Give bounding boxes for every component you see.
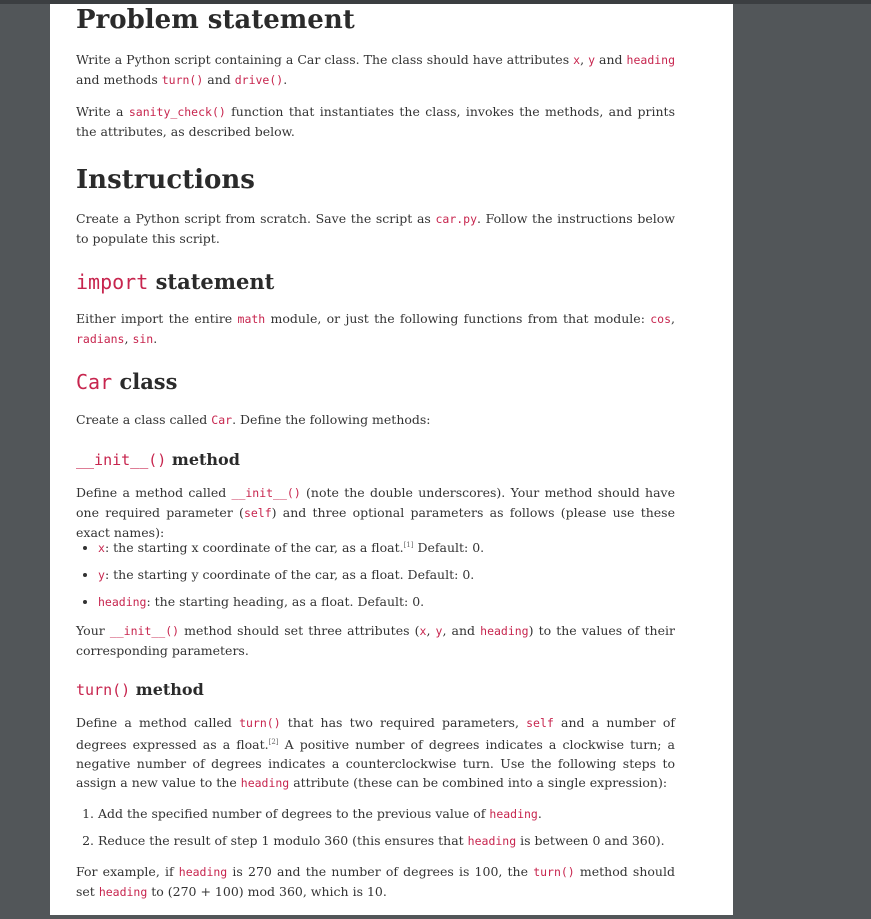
code-heading: heading: [480, 624, 529, 638]
text: (note the double underscores). Your method should have one required parameter (: [76, 485, 675, 520]
code-sin: sin: [132, 332, 154, 346]
list-item: [98, 592, 697, 612]
text: method should set three attributes (: [179, 623, 420, 638]
problem-paragraph-2: [76, 102, 675, 141]
text: ) and three optional parameters as follows (please use these exact names):: [76, 505, 675, 540]
init-method-heading: [76, 449, 675, 471]
code-turn: turn(): [161, 73, 204, 87]
turn-example-paragraph: [76, 862, 675, 902]
code-sanity-check: sanity_check(): [128, 105, 226, 119]
code-heading: heading: [240, 776, 290, 791]
text: class: [119, 369, 178, 394]
text: Reduce the result of step 1 modulo 360 (this ensures that: [98, 833, 468, 848]
init-parameter-list: [76, 536, 697, 612]
code-import: import: [76, 270, 149, 294]
text: . Follow the instructions below to populate this script.: [76, 211, 675, 246]
footnote-link-1[interactable]: [1]: [403, 541, 414, 549]
code-radians: radians: [76, 332, 125, 346]
code-param: x: [98, 541, 105, 556]
text: Define a method called: [76, 485, 232, 500]
text: method: [171, 450, 240, 469]
code-param: heading: [98, 595, 147, 610]
text: and a number of degrees expressed as a float.: [76, 715, 675, 753]
text: ,: [580, 52, 589, 67]
code-car: Car: [211, 413, 233, 427]
code-init: __init__(): [76, 451, 167, 469]
text: is between 0 and 360).: [516, 833, 665, 848]
text: .: [153, 331, 158, 346]
text: , and: [442, 623, 481, 638]
code-init: __init__(): [109, 624, 180, 638]
code-turn: turn(): [76, 681, 131, 699]
text: ,: [426, 623, 436, 638]
code-self: self: [243, 506, 272, 520]
text: Define a method called: [76, 715, 240, 730]
code-turn: turn(): [533, 865, 575, 879]
text: ,: [124, 331, 129, 346]
problem-paragraph-1: [76, 50, 675, 90]
code-cos: cos: [650, 312, 672, 326]
init-paragraph: [76, 483, 675, 542]
text: . Define the following methods:: [232, 412, 431, 427]
code-heading: heading: [467, 834, 517, 848]
text: For example, if: [76, 864, 179, 879]
text: Add the specified number of degrees to the previous value of: [98, 806, 490, 821]
text: A positive number of degrees indicates a clockwise turn; a negative number of degrees indicates a counterclockwise turn. Use the following steps to assign a new value to the: [76, 737, 675, 791]
text: attribute (these can be combined into a single expression):: [289, 775, 668, 791]
code-x: x: [573, 53, 581, 67]
list-item: [98, 831, 697, 851]
text: statement: [155, 269, 275, 294]
code-heading: heading: [489, 807, 538, 821]
car-class-paragraph: [76, 410, 675, 430]
turn-method-heading: [76, 679, 675, 701]
code-drive: drive(): [234, 73, 284, 87]
text: Your: [76, 623, 110, 638]
instructions-paragraph: [76, 209, 675, 248]
turn-paragraph: [76, 713, 675, 793]
instructions-heading: Instructions: [76, 165, 255, 195]
code-car-py: car.py: [435, 212, 478, 226]
text: .: [283, 72, 288, 87]
code-heading: heading: [178, 865, 228, 879]
text: Write a: [76, 104, 129, 119]
text: : the starting y coordinate of the car, as a float. Default: 0.: [104, 567, 475, 583]
text: and methods: [76, 72, 162, 87]
code-y: y: [435, 624, 443, 638]
text: ) to the values of their corresponding parameters.: [76, 623, 675, 658]
text: module, or just the following functions from that module:: [265, 311, 651, 326]
car-class-heading: [76, 368, 675, 396]
turn-steps-list: [76, 804, 697, 851]
list-item: [98, 565, 697, 585]
text: function that instantiates the class, invokes the methods, and prints the attributes, as described below.: [76, 104, 675, 139]
code-x: x: [419, 624, 427, 638]
code-param: y: [98, 568, 105, 583]
code-math: math: [237, 312, 266, 326]
text: : the starting x coordinate of the car, as a float.: [104, 540, 404, 556]
text: that has two required parameters,: [280, 715, 527, 730]
list-item: [98, 536, 697, 558]
footnote-link-2[interactable]: [2]: [268, 738, 279, 746]
code-y: y: [588, 53, 595, 67]
import-statement-heading: [76, 268, 675, 296]
text: Default: 0.: [413, 540, 485, 556]
text: : the starting heading, as a float. Default: 0.: [146, 594, 425, 610]
text: method: [135, 680, 204, 699]
text: .: [537, 806, 542, 821]
text: ,: [671, 311, 675, 326]
text: and: [203, 72, 235, 87]
list-item: [98, 804, 697, 824]
text: method should set: [76, 864, 675, 899]
text: Write a Python script containing a Car class. The class should have attributes: [76, 52, 574, 67]
text: Create a Python script from scratch. Save the script as: [76, 211, 436, 226]
document-page: [50, 4, 733, 915]
init-attributes-paragraph: [76, 621, 675, 660]
code-car: Car: [76, 370, 113, 394]
code-heading: heading: [626, 53, 676, 67]
code-init: __init__(): [231, 486, 301, 500]
text: Create a class called: [76, 412, 212, 427]
code-self: self: [526, 716, 554, 730]
code-heading: heading: [98, 885, 148, 899]
text: to (270 + 100) mod 360, which is 10.: [147, 884, 387, 899]
text: and: [595, 52, 627, 67]
import-paragraph: [76, 309, 675, 349]
code-turn: turn(): [239, 716, 281, 730]
text: is 270 and the number of degrees is 100, the: [227, 864, 534, 879]
text: Either import the entire: [76, 311, 238, 326]
problem-statement-heading: Problem statement: [76, 5, 355, 35]
